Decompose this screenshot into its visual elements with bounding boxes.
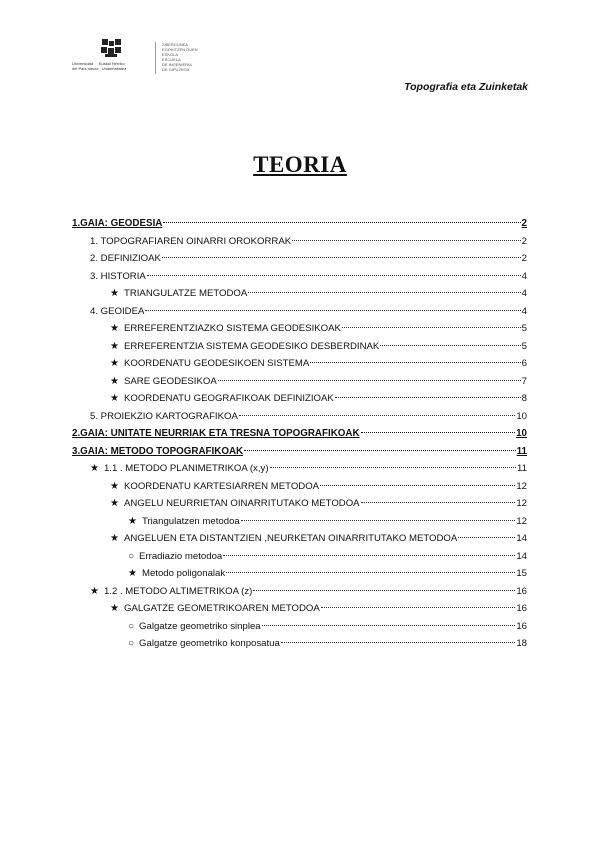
toc-entry-label xyxy=(110,285,247,303)
toc-leader-dots xyxy=(248,292,520,293)
toc-entry-page: 14 xyxy=(516,533,527,544)
toc-leader-dots xyxy=(162,257,521,258)
toc-entry-page: 11 xyxy=(516,445,527,457)
toc-entry-text: ERREFERENTZIA SISTEMA GEODESIKO DESBERDINAK xyxy=(123,340,380,352)
star-bullet-icon: ★ xyxy=(110,323,119,334)
toc-entry[interactable] xyxy=(72,600,527,618)
toc-entry-page: 15 xyxy=(516,568,527,579)
toc-entry-page: 5 xyxy=(521,340,527,352)
toc-entry-page: 2 xyxy=(521,253,527,264)
toc-leader-dots xyxy=(262,625,516,626)
circle-bullet-icon: ○ xyxy=(128,638,135,649)
star-bullet-icon: ★ xyxy=(110,603,119,614)
toc-leader-dots xyxy=(281,642,515,643)
star-bullet-icon: ★ xyxy=(110,533,119,544)
toc-entry-label xyxy=(90,408,238,426)
toc-entry-label xyxy=(90,250,161,268)
toc-leader-dots xyxy=(321,607,516,608)
toc-leader-dots xyxy=(223,555,515,556)
toc-entry-label xyxy=(90,583,252,601)
toc-entry[interactable] xyxy=(72,285,527,303)
toc-leader-dots xyxy=(458,537,515,538)
toc-entry-label xyxy=(110,320,341,338)
toc-entry-label xyxy=(90,233,291,251)
toc-leader-dots xyxy=(218,380,521,381)
toc-entry-text: KOORDENATU GEOGRAFIKOAK DEFINIZIOAK xyxy=(123,393,334,404)
toc-entry[interactable] xyxy=(72,443,527,461)
toc-entry-page: 10 xyxy=(516,410,527,422)
school-name: ZIBERGUNEA EGOKITZEN DUEN ESKOLA ESCUELA DE INGENIERIA DE GIPUZKOA xyxy=(162,42,198,72)
star-bullet-icon: ★ xyxy=(110,480,119,492)
toc-entry-label xyxy=(110,530,457,548)
toc-entry[interactable] xyxy=(72,215,527,233)
toc-leader-dots xyxy=(361,502,516,503)
toc-entry[interactable] xyxy=(72,583,527,601)
toc-entry-label xyxy=(128,565,225,583)
toc-entry-text: Triangulatzen metodoa xyxy=(141,515,240,527)
logo-divider xyxy=(155,42,156,74)
star-bullet-icon: ★ xyxy=(128,515,137,527)
toc-entry-text: 1.2 . METODO ALTIMETRIKOA (z) xyxy=(103,585,253,597)
toc-entry-page: 12 xyxy=(516,515,527,527)
page-title: TEORIA xyxy=(253,152,347,177)
toc-entry-page: 4 xyxy=(521,288,527,299)
toc-entry-label xyxy=(72,215,162,233)
document-header: Topografia eta Zuinketak xyxy=(404,81,528,93)
star-bullet-icon: ★ xyxy=(90,585,99,597)
star-bullet-icon: ★ xyxy=(110,340,119,352)
circle-bullet-icon: ○ xyxy=(128,620,135,632)
toc-entry-page: 7 xyxy=(521,375,527,387)
toc-entry-page: 16 xyxy=(516,585,527,597)
toc-leader-dots xyxy=(253,590,515,591)
logo xyxy=(70,36,230,76)
toc-entry-text: Erradiazio metodoa xyxy=(139,550,223,562)
toc-entry-label xyxy=(110,495,360,513)
toc-entry-text: 2. DEFINIZIOAK xyxy=(90,253,161,264)
star-bullet-icon: ★ xyxy=(128,568,137,579)
toc-entry[interactable] xyxy=(72,390,527,408)
toc-entry-page: 11 xyxy=(517,463,527,474)
toc-leader-dots xyxy=(270,467,517,468)
toc-entry-page: 5 xyxy=(521,323,527,334)
star-bullet-icon: ★ xyxy=(90,463,99,474)
toc-entry[interactable] xyxy=(72,355,527,373)
toc-entry-text: 1.GAIA: GEODESIA xyxy=(72,218,163,229)
toc-entry-page: 8 xyxy=(521,393,527,404)
toc-entry-page: 16 xyxy=(516,620,527,632)
toc-entry-page: 14 xyxy=(516,550,527,562)
toc-leader-dots xyxy=(380,345,520,346)
toc-entry-label xyxy=(110,355,309,373)
toc-entry-page: 10 xyxy=(516,428,527,439)
toc-entry-text: 5. PROIEKZIO KARTOGRAFIKOA xyxy=(90,410,238,422)
toc-entry-page: 12 xyxy=(516,480,527,492)
toc-leader-dots xyxy=(145,310,520,311)
toc-entry-text: SARE GEODESIKOA xyxy=(123,375,217,387)
toc-leader-dots xyxy=(241,520,516,521)
toc-leader-dots xyxy=(361,432,516,433)
toc-entry-label xyxy=(110,338,379,356)
toc-leader-dots xyxy=(244,450,516,451)
star-bullet-icon: ★ xyxy=(110,288,119,299)
toc-entry[interactable] xyxy=(72,425,527,443)
toc-entry[interactable] xyxy=(72,338,527,356)
toc-leader-dots xyxy=(147,275,521,276)
toc-entry-text: 3.GAIA: METODO TOPOGRAFIKOAK xyxy=(72,445,244,457)
toc-entry[interactable] xyxy=(72,373,527,391)
toc-entry[interactable] xyxy=(72,268,527,286)
table-of-contents xyxy=(72,215,527,653)
toc-entry[interactable] xyxy=(72,495,527,513)
toc-leader-dots xyxy=(320,485,515,486)
toc-entry-label xyxy=(110,373,217,391)
toc-entry-label xyxy=(90,303,144,321)
toc-entry-text: GALGATZE GEOMETRIKOAREN METODOA xyxy=(123,603,320,614)
circle-bullet-icon: ○ xyxy=(128,550,135,562)
toc-entry-text: ERREFERENTZIAZKO SISTEMA GEODESIKOAK xyxy=(123,323,341,334)
toc-leader-dots xyxy=(163,222,520,223)
toc-leader-dots xyxy=(310,362,520,363)
toc-entry-page: 18 xyxy=(516,638,527,649)
toc-entry-label xyxy=(128,513,240,531)
toc-entry[interactable] xyxy=(72,635,527,653)
star-bullet-icon: ★ xyxy=(110,498,119,509)
toc-entry[interactable] xyxy=(72,233,527,251)
toc-entry[interactable] xyxy=(72,408,527,426)
toc-entry-text: ANGELUEN ETA DISTANTZIEN ,NEURKETAN OINARRITUTAKO METODOA xyxy=(123,533,458,544)
toc-entry[interactable] xyxy=(72,250,527,268)
toc-entry[interactable] xyxy=(72,513,527,531)
toc-entry[interactable] xyxy=(72,618,527,636)
toc-entry[interactable] xyxy=(72,320,527,338)
toc-entry-text: 1.1 . METODO PLANIMETRIKOA (x,y) xyxy=(103,463,269,474)
toc-entry-label xyxy=(110,390,334,408)
toc-entry[interactable] xyxy=(72,303,527,321)
toc-entry-page: 12 xyxy=(516,498,527,509)
star-bullet-icon: ★ xyxy=(110,393,119,404)
star-bullet-icon: ★ xyxy=(110,375,119,387)
toc-leader-dots xyxy=(292,240,521,241)
star-bullet-icon: ★ xyxy=(110,358,119,369)
toc-leader-dots xyxy=(335,397,521,398)
toc-entry-label xyxy=(90,460,269,478)
toc-entry-page: 4 xyxy=(521,305,527,317)
toc-leader-dots xyxy=(342,327,521,328)
toc-entry[interactable] xyxy=(72,548,527,566)
toc-entry-text: Galgatze geometriko konposatua xyxy=(139,638,280,649)
toc-entry-text: ANGELU NEURRIETAN OINARRITUTAKO METODOA xyxy=(123,498,360,509)
toc-entry-text: 4. GEOIDEA xyxy=(90,305,145,317)
toc-entry[interactable] xyxy=(72,478,527,496)
toc-entry-label xyxy=(90,268,146,286)
toc-entry-text: KOORDENATU KARTESIARREN METODOA xyxy=(123,480,320,492)
university-logo xyxy=(70,36,150,76)
toc-leader-dots xyxy=(226,572,515,573)
university-emblem-icon xyxy=(100,38,122,58)
toc-leader-dots xyxy=(239,415,515,416)
toc-entry-label xyxy=(72,443,243,461)
toc-entry-label xyxy=(110,600,320,618)
toc-entry-text: KOORDENATU GEODESIKOEN SISTEMA xyxy=(123,358,310,369)
toc-entry-page: 2 xyxy=(521,218,527,229)
toc-entry-text: 3. HISTORIA xyxy=(90,270,146,282)
toc-entry-text: TRIANGULATZE METODOA xyxy=(123,288,248,299)
toc-entry-text: Galgatze geometriko sinplea xyxy=(139,620,261,632)
toc-entry[interactable] xyxy=(72,460,527,478)
toc-entry-label xyxy=(128,618,261,636)
university-name: Universidad Euskal Herriko del País Vasco Unibertsitatea xyxy=(72,61,127,71)
toc-entry-label xyxy=(72,425,360,443)
toc-entry-label xyxy=(128,548,222,566)
toc-entry-page: 2 xyxy=(521,235,527,247)
toc-entry-page: 6 xyxy=(521,358,527,369)
toc-entry-text: 1. TOPOGRAFIAREN OINARRI OROKORRAK xyxy=(90,235,292,247)
toc-entry-page: 16 xyxy=(516,603,527,614)
toc-entry-label xyxy=(110,478,319,496)
toc-entry-text: 2.GAIA: UNITATE NEURRIAK ETA TRESNA TOPOGRAFIKOAK xyxy=(72,428,360,439)
toc-entry-page: 4 xyxy=(521,270,527,282)
toc-entry-text: Metodo poligonalak xyxy=(141,568,226,579)
toc-entry[interactable] xyxy=(72,530,527,548)
toc-entry[interactable] xyxy=(72,565,527,583)
toc-entry-label xyxy=(128,635,280,653)
